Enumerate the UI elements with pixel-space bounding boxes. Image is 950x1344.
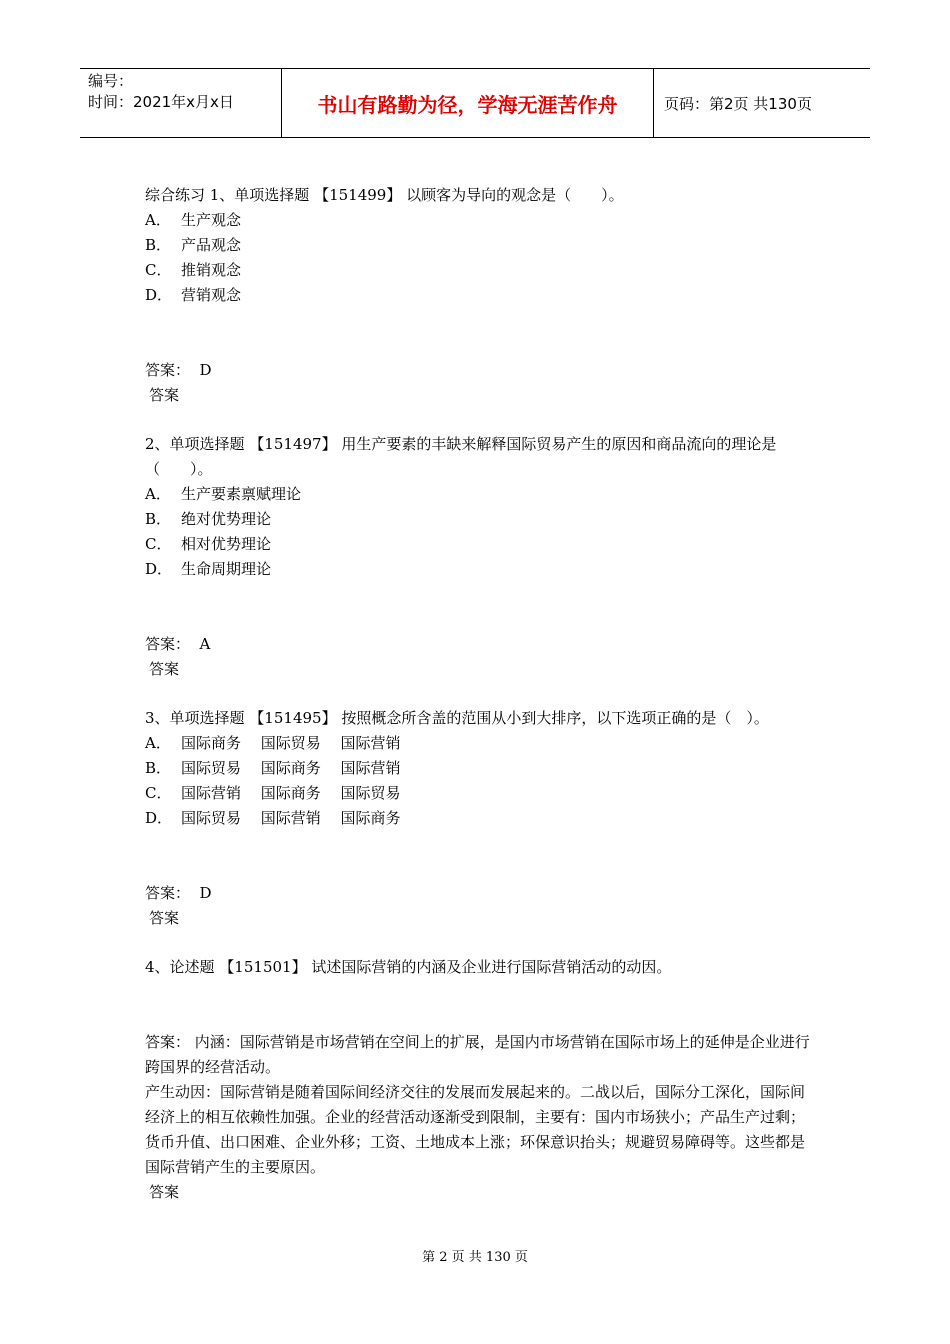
option-c: C． 国际营销 国际商务 国际贸易 <box>145 784 401 802</box>
time-label: 时间：2021年x月x日 <box>88 93 234 111</box>
answer-line: 答案： D <box>145 361 212 379</box>
answer-tag: 答案 <box>149 909 180 927</box>
option-b: B． 绝对优势理论 <box>145 510 272 528</box>
option-b: B． 产品观念 <box>145 236 242 254</box>
question-stem: 3、单项选择题 【151495】 按照概念所含盖的范围从小到大排序，以下选项正确的是（ ）。 <box>145 709 769 727</box>
option-a: A． 生产要素禀赋理论 <box>145 485 302 503</box>
option-b: B． 国际贸易 国际商务 国际营销 <box>145 759 401 777</box>
question-2 <box>145 432 810 682</box>
option-c: C． 相对优势理论 <box>145 535 272 553</box>
footer-page-number: 第 2 页 共 130 页 <box>422 1250 528 1265</box>
answer-tag: 答案 <box>149 1183 180 1201</box>
answer-tag: 答案 <box>149 386 180 404</box>
option-a: A． 国际商务 国际贸易 国际营销 <box>145 734 401 752</box>
page-info: 页码：第2页 共130页 <box>664 94 812 113</box>
question-3 <box>145 706 810 931</box>
option-d: D． 生命周期理论 <box>145 560 272 578</box>
header-left-cell <box>80 69 282 137</box>
page-header <box>80 68 870 138</box>
option-d: D． 国际贸易 国际营销 国际商务 <box>145 809 401 827</box>
option-a: A． 生产观念 <box>145 211 242 229</box>
question-stem: 4、论述题 【151501】 试述国际营销的内涵及企业进行国际营销活动的动因。 <box>145 958 672 976</box>
answer-paragraph-2: 产生动因：国际营销是随着国际间经济交往的发展而发展起来的。二战以后，国际分工深化，国际间经济上的相互依赖性加强。企业的经营活动逐渐受到限制，主要有：国内市场狭小；产品生产过剩；货币升值、出口困难、企业外移；工资、土地成本上涨；环保意识抬头；规避贸易障碍等。这些都是国际营销产生的主要原因。 <box>145 1083 806 1176</box>
answer-line: 答案： A <box>145 635 211 653</box>
header-motto-cell <box>282 69 654 137</box>
question-4 <box>145 955 810 1205</box>
question-1 <box>145 183 810 408</box>
option-c: C． 推销观念 <box>145 261 242 279</box>
answer-paragraph-1: 答案： 内涵：国际营销是市场营销在空间上的扩展，是国内市场营销在国际市场上的延伸是企业进行跨国界的经营活动。 <box>145 1033 810 1076</box>
question-list <box>145 183 810 1205</box>
option-d: D． 营销观念 <box>145 286 242 304</box>
number-label: 编号： <box>88 72 134 90</box>
answer-line: 答案： D <box>145 884 212 902</box>
motto-text: 书山有路勤为径，学海无涯苦作舟 <box>317 92 618 117</box>
answer-tag: 答案 <box>149 660 180 678</box>
question-stem: 综合练习 1、单项选择题 【151499】 以顾客为导向的观念是（ ）。 <box>145 186 624 204</box>
question-stem: 2、单项选择题 【151497】 用生产要素的丰缺来解释国际贸易产生的原因和商品流向的理论是（ ）。 <box>145 435 777 478</box>
header-page-cell <box>654 69 870 137</box>
page-footer <box>0 1246 950 1265</box>
